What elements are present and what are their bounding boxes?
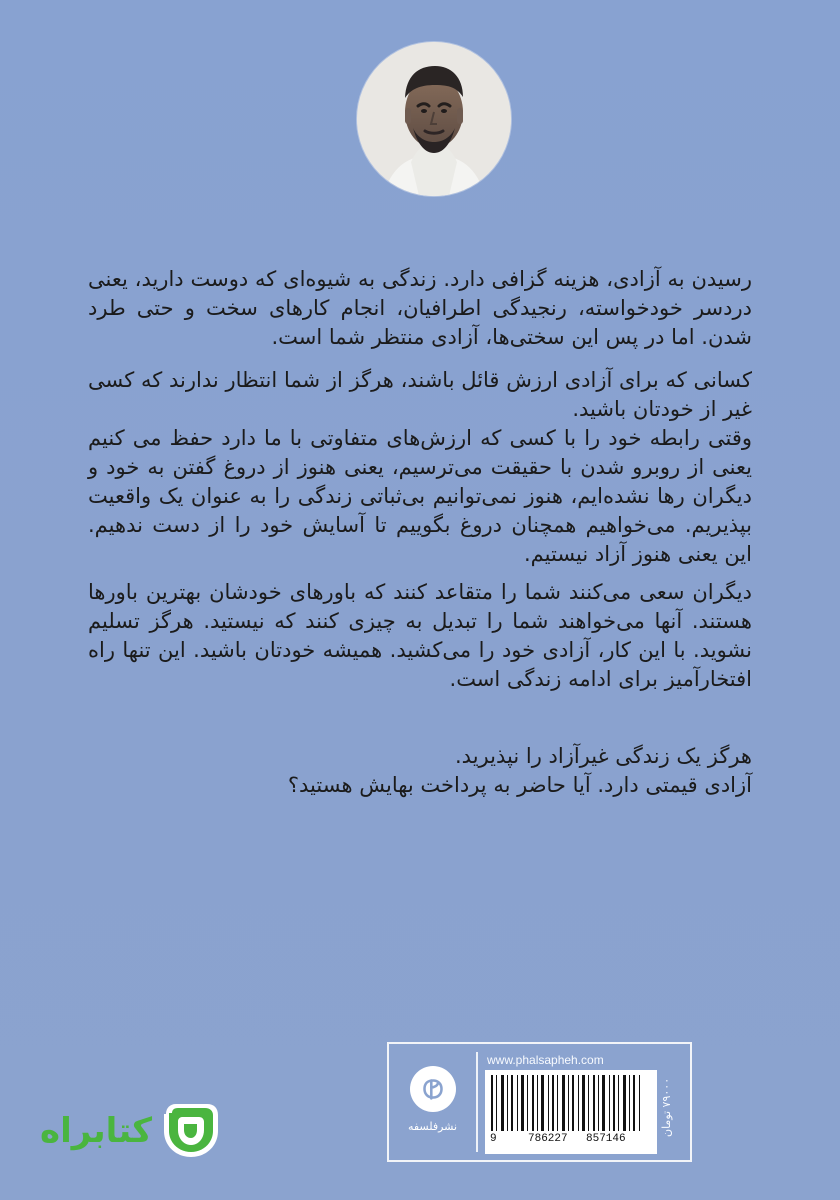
- barcode-bar: [501, 1075, 504, 1131]
- barcode-bar: [532, 1075, 534, 1131]
- ketabrah-watermark: [40, 1102, 216, 1160]
- barcode-gap: [514, 1075, 516, 1131]
- barcode-bar: [557, 1075, 558, 1131]
- barcode-bar: [496, 1075, 497, 1131]
- barcode-bar: [568, 1075, 569, 1131]
- publisher-name: نشرفلسفه: [407, 1120, 458, 1133]
- barcode-bar: [618, 1075, 619, 1131]
- back-cover-paragraph: [88, 578, 752, 694]
- author-photo: [357, 42, 511, 196]
- barcode-bar: [527, 1075, 528, 1131]
- barcode-digits-right: 857146: [586, 1133, 626, 1145]
- barcode-gap: [555, 1075, 556, 1131]
- barcode-gap: [575, 1075, 577, 1131]
- barcode-bar: [598, 1075, 599, 1131]
- barcode-gap: [498, 1075, 500, 1131]
- barcode-gap: [545, 1075, 547, 1131]
- barcode-gap: [631, 1075, 632, 1131]
- barcode-bar: [613, 1075, 615, 1131]
- barcode-gap: [566, 1075, 567, 1131]
- barcode-gap: [519, 1075, 520, 1131]
- paragraph-text: وقتی رابطه خود را با کسی که ارزش‌های متفاوتی با ما دارد حفظ می کنیم یعنی از روبرو شدن با حقیقت می‌ترسیم، یعنی هنوز از دروغ گفتن به خود و دیگران رها نشده‌ایم، هنوز نمی‌توانیم بی‌ثباتی زندگی را به عنوان یک واقعیت بپذیریم. می‌خواهیم همچنان دروغ بگوییم تا آسایش خود را از دست ندهیم. این یعنی هنوز آزاد نیستیم.: [88, 426, 752, 566]
- barcode-gap: [606, 1075, 608, 1131]
- barcode-gap: [494, 1075, 495, 1131]
- barcode-bar: [548, 1075, 549, 1131]
- barcode-gap: [509, 1075, 510, 1131]
- publisher-barcode-box: [387, 1042, 692, 1162]
- ketabrah-logo-icon: [160, 1102, 222, 1160]
- barcode-bar: [562, 1075, 565, 1131]
- back-cover-paragraph: [88, 424, 752, 569]
- paragraph-text: رسیدن به آزادی، هزینه گزافی دارد. زندگی به شیوه‌ای که دوست دارید، یعنی دردسر خودخواسته، رنجیدگی اطرافیان، انجام کارهای سخت و حتی طرد شدن. اما در پس این سختی‌ها، آزادی منتظر شما است.: [88, 267, 752, 349]
- barcode-gap: [525, 1075, 526, 1131]
- barcode-bar: [511, 1075, 513, 1131]
- barcode-bar: [629, 1075, 630, 1131]
- barcode-bar: [633, 1075, 635, 1131]
- barcode-bar: [507, 1075, 508, 1131]
- box-separator: [476, 1052, 478, 1152]
- back-cover-paragraph: [88, 366, 752, 424]
- barcode-bars: [491, 1075, 649, 1131]
- closing-text: [88, 742, 752, 800]
- barcode-gap: [559, 1075, 561, 1131]
- barcode-gap: [550, 1075, 551, 1131]
- barcode-digit-left: 9: [490, 1133, 497, 1145]
- barcode-bar: [552, 1075, 554, 1131]
- barcode-gap: [529, 1075, 531, 1131]
- closing-line-1: هرگز یک زندگی غیرآزاد را نپذیرید.: [455, 744, 752, 768]
- publisher-logo: [410, 1066, 456, 1112]
- publisher-area: [389, 1044, 476, 1160]
- barcode-gap: [611, 1075, 612, 1131]
- barcode-bar: [602, 1075, 605, 1131]
- barcode-bar: [537, 1075, 538, 1131]
- barcode-gap: [636, 1075, 638, 1131]
- barcode-gap: [586, 1075, 587, 1131]
- barcode-digits-middle: 786227: [528, 1133, 568, 1145]
- barcode-gap: [535, 1075, 536, 1131]
- barcode-bar: [572, 1075, 574, 1131]
- barcode-gap: [505, 1075, 506, 1131]
- barcode: [485, 1070, 657, 1154]
- barcode-bar: [582, 1075, 585, 1131]
- barcode-gap: [590, 1075, 592, 1131]
- back-cover-paragraph: [88, 265, 752, 352]
- barcode-bar: [541, 1075, 544, 1131]
- paragraph-text: کسانی که برای آزادی ارزش قائل باشند، هرگز از شما انتظار ندارند که کسی غیر از خودتان باشید.: [88, 368, 752, 421]
- barcode-gap: [570, 1075, 571, 1131]
- barcode-gap: [616, 1075, 617, 1131]
- author-portrait-icon: [357, 42, 511, 196]
- price-label: ۷۹۰۰۰ تومان: [660, 1078, 673, 1138]
- barcode-gap: [596, 1075, 597, 1131]
- ketabrah-text: کتابراه: [40, 1111, 153, 1151]
- publisher-mark-icon: [416, 1072, 450, 1106]
- barcode-bar: [639, 1075, 640, 1131]
- barcode-bar: [517, 1075, 518, 1131]
- barcode-bar: [609, 1075, 610, 1131]
- barcode-gap: [580, 1075, 581, 1131]
- barcode-gap: [627, 1075, 628, 1131]
- barcode-bar: [521, 1075, 524, 1131]
- barcode-gap: [539, 1075, 540, 1131]
- barcode-gap: [620, 1075, 622, 1131]
- barcode-gap: [600, 1075, 601, 1131]
- barcode-bar: [491, 1075, 493, 1131]
- barcode-bar: [588, 1075, 589, 1131]
- barcode-bar: [593, 1075, 595, 1131]
- barcode-bar: [623, 1075, 626, 1131]
- paragraph-text: دیگران سعی می‌کنند شما را متقاعد کنند که باورهای خودشان بهترین باورها هستند. آنها می‌خواهند شما را تبدیل به چیزی کنند که نیستید. هرگز تسلیم نشوید. با این کار، آزادی خود را می‌کشید. همیشه خودتان باشید. این تنها راه افتخارآمیز برای ادامه زندگی است.: [88, 580, 752, 691]
- publisher-website: www.phalsapheh.com: [487, 1053, 604, 1067]
- closing-line-2: آزادی قیمتی دارد. آیا حاضر به پرداخت بهایش هستید؟: [287, 773, 752, 797]
- barcode-bar: [578, 1075, 579, 1131]
